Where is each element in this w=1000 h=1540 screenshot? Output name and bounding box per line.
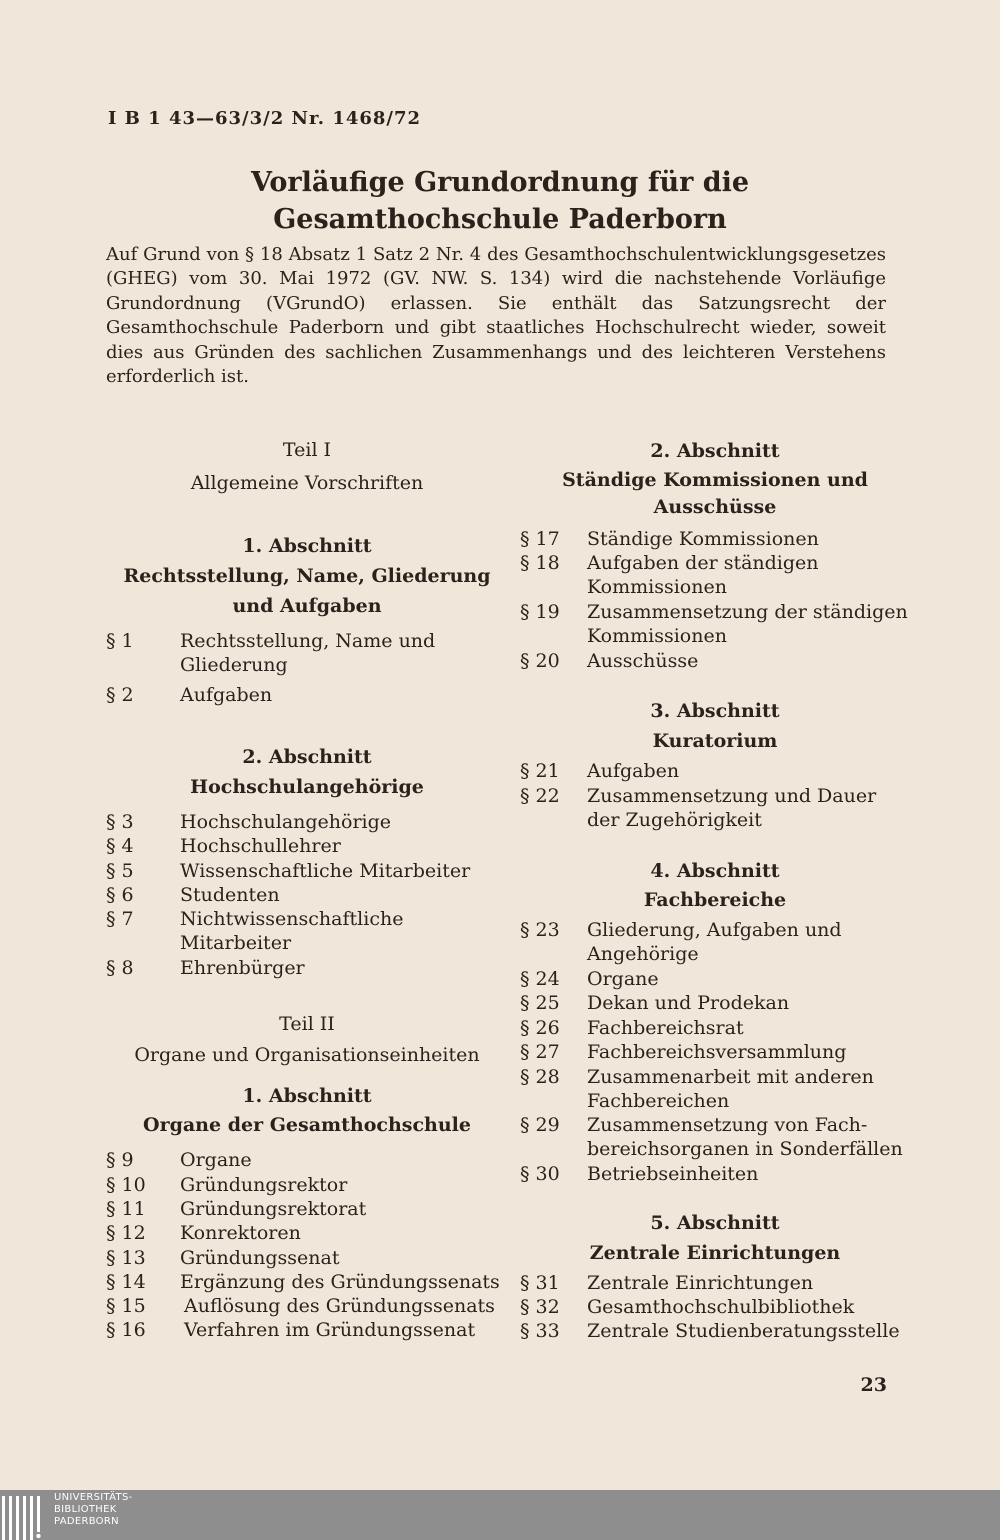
- section-number: § 18: [520, 552, 560, 574]
- section-number: § 13: [106, 1247, 146, 1269]
- section-title: Aufgaben: [587, 760, 680, 782]
- section-title: Mitarbeiter: [180, 932, 292, 954]
- abschnitt-title: Kuratorium: [652, 730, 778, 752]
- library-name-line: BIBLIOTHEK: [54, 1504, 117, 1515]
- section-number: § 33: [520, 1320, 560, 1342]
- document-title: [0, 164, 1000, 238]
- section-title: Zusammenarbeit mit anderen: [587, 1066, 874, 1088]
- section-title: Organe: [180, 1149, 252, 1171]
- page-number: 23: [860, 1374, 887, 1396]
- section-title: bereichsorganen in Sonderfällen: [587, 1138, 903, 1160]
- section-number: § 22: [520, 785, 560, 807]
- teil-2-heading: Teil II: [279, 1013, 335, 1035]
- section-number: § 26: [520, 1017, 560, 1039]
- abschnitt-title: Rechtsstellung, Name, Gliederung: [123, 565, 491, 587]
- title-line-2: Gesamthochschule Paderborn: [273, 204, 727, 235]
- section-title: Studenten: [180, 884, 280, 906]
- section-number: § 17: [520, 528, 560, 550]
- abschnitt-heading: 1. Abschnitt: [242, 1085, 372, 1107]
- section-title: Gründungsrektor: [180, 1174, 348, 1196]
- section-number: § 27: [520, 1041, 560, 1063]
- section-number: § 11: [106, 1198, 146, 1220]
- section-number: § 32: [520, 1296, 560, 1318]
- library-footer-bar: [0, 1490, 1000, 1540]
- section-title: Verfahren im Gründungssenat: [184, 1319, 476, 1341]
- library-name-line: PADERBORN: [54, 1516, 119, 1527]
- abschnitt-heading: 1. Abschnitt: [242, 535, 372, 557]
- section-number: § 4: [106, 835, 134, 857]
- section-number: § 25: [520, 992, 560, 1014]
- section-number: § 10: [106, 1174, 146, 1196]
- section-number: § 3: [106, 811, 134, 833]
- section-title: Ausschüsse: [587, 650, 699, 672]
- section-number: § 6: [106, 884, 134, 906]
- section-title: Kommissionen: [587, 576, 727, 598]
- section-title: Auflösung des Gründungssenats: [184, 1295, 495, 1317]
- section-title: Betriebseinheiten: [587, 1163, 759, 1185]
- section-number: § 9: [106, 1149, 134, 1171]
- abschnitt-title: Hochschulangehörige: [190, 776, 424, 798]
- section-number: § 5: [106, 860, 134, 882]
- section-title: Zusammensetzung der ständigen: [587, 601, 908, 623]
- abschnitt-title: Zentrale Einrichtungen: [589, 1242, 841, 1264]
- abschnitt-heading: 2. Abschnitt: [650, 440, 780, 462]
- section-number: § 31: [520, 1272, 560, 1294]
- section-number: § 8: [106, 957, 134, 979]
- section-title: Konrektoren: [180, 1222, 301, 1244]
- section-title: Organe: [587, 968, 659, 990]
- section-title: Zentrale Studienberatungsstelle: [587, 1320, 900, 1342]
- section-number: § 14: [106, 1271, 146, 1293]
- section-title: Wissenschaftliche Mitarbeiter: [180, 860, 471, 882]
- section-title: Aufgaben: [180, 684, 273, 706]
- document-reference: I B 1 43—63/3/2 Nr. 1468/72: [108, 108, 422, 129]
- section-number: § 12: [106, 1222, 146, 1244]
- section-title: Angehörige: [587, 943, 699, 965]
- abschnitt-title: Ständige Kommissionen und: [562, 469, 868, 491]
- section-title: Ständige Kommissionen: [587, 528, 819, 550]
- section-title: Gründungssenat: [180, 1247, 340, 1269]
- section-number: § 21: [520, 760, 560, 782]
- section-title: Hochschulangehörige: [180, 811, 392, 833]
- section-title: Gründungsrektorat: [180, 1198, 367, 1220]
- abschnitt-title: Ausschüsse: [653, 496, 777, 518]
- section-number: § 19: [520, 601, 560, 623]
- section-title: Nichtwissenschaftliche: [180, 908, 404, 930]
- section-title: Gliederung, Aufgaben und: [587, 919, 842, 941]
- teil-1-subtitle: Allgemeine Vorschriften: [190, 472, 424, 494]
- section-number: § 30: [520, 1163, 560, 1185]
- section-number: § 16: [106, 1319, 146, 1341]
- abschnitt-heading: 4. Abschnitt: [650, 860, 780, 882]
- section-number: § 7: [106, 908, 134, 930]
- section-number: § 29: [520, 1114, 560, 1136]
- abschnitt-heading: 2. Abschnitt: [242, 746, 372, 768]
- section-title: der Zugehörigkeit: [587, 809, 762, 831]
- section-title: Hochschullehrer: [180, 835, 341, 857]
- section-title: Rechtsstellung, Name und: [180, 630, 436, 652]
- section-title: Dekan und Prodekan: [587, 992, 790, 1014]
- section-title: Zusammensetzung von Fach-: [587, 1114, 868, 1136]
- library-name: [54, 1492, 133, 1528]
- teil-2-subtitle: Organe und Organisationseinheiten: [134, 1044, 480, 1066]
- section-title: Aufgaben der ständigen: [587, 552, 819, 574]
- section-title: Zusammensetzung und Dauer: [587, 785, 877, 807]
- abschnitt-heading: 5. Abschnitt: [650, 1212, 780, 1234]
- section-title: Zentrale Einrichtungen: [587, 1272, 814, 1294]
- section-title: Fachbereichen: [587, 1090, 730, 1112]
- section-title: Ehrenbürger: [180, 957, 305, 979]
- section-number: § 24: [520, 968, 560, 990]
- section-number: § 2: [106, 684, 134, 706]
- section-title: Gesamthochschulbibliothek: [587, 1296, 855, 1318]
- library-logo-icon: [0, 1490, 48, 1540]
- section-number: § 15: [106, 1295, 146, 1317]
- section-number: § 28: [520, 1066, 560, 1088]
- section-title: Gliederung: [180, 654, 288, 676]
- abschnitt-title: Fachbereiche: [643, 889, 787, 911]
- abschnitt-heading: 3. Abschnitt: [650, 700, 780, 722]
- teil-1-heading: Teil I: [282, 439, 332, 461]
- library-name-line: UNIVERSITÄTS-: [54, 1492, 133, 1503]
- section-title: Kommissionen: [587, 625, 727, 647]
- abschnitt-title: und Aufgaben: [232, 595, 382, 617]
- section-title: Fachbereichsversammlung: [587, 1041, 847, 1063]
- section-title: Ergänzung des Gründungssenats: [180, 1271, 500, 1293]
- section-title: Fachbereichsrat: [587, 1017, 744, 1039]
- section-number: § 23: [520, 919, 560, 941]
- title-line-1: Vorläufige Grundordnung für die: [250, 167, 750, 198]
- abschnitt-title: Organe der Gesamthochschule: [143, 1114, 471, 1136]
- section-number: § 1: [106, 630, 134, 652]
- intro-paragraph: Auf Grund von § 18 Absatz 1 Satz 2 Nr. 4 des Gesamthochschulentwicklungsgesetzes (GHEG) vom 30. Mai 1972 (GV. NW. S. 134) wird die nachstehende Vorläufige Grundordnung (VGrundO) erlassen. Sie enthält das Satzungsrecht der Gesamthochschule Paderborn und gibt staatliches Hochschulrecht wieder, soweit dies aus Gründen des sachlichen Zusammenhangs und des leichteren Verstehens erforderlich ist.: [106, 244, 886, 388]
- section-number: § 20: [520, 650, 560, 672]
